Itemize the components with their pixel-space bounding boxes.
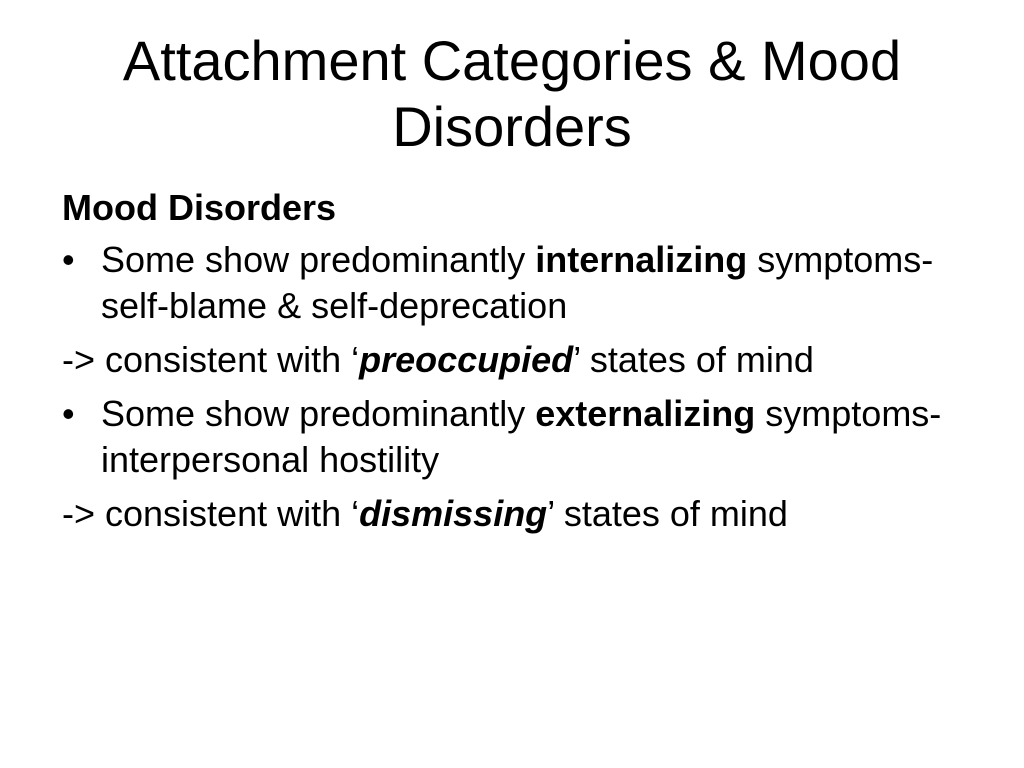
arrow-text-post: ’ states of mind — [573, 339, 814, 380]
slide-body — [62, 185, 962, 545]
bullet-text-post: symptoms- self-blame & self-deprecation — [101, 239, 934, 326]
arrow-emphasis: preoccupied — [359, 339, 574, 380]
arrow-text-post: ’ states of mind — [547, 493, 788, 534]
bullet-text-pre: Some show predominantly — [101, 393, 536, 434]
bullet-item-externalizing — [62, 391, 962, 483]
arrow-emphasis: dismissing — [359, 493, 548, 534]
section-heading: Mood Disorders — [62, 187, 337, 228]
bullet-item-internalizing — [62, 237, 962, 329]
bullet-icon: • — [62, 239, 75, 280]
arrow-item-preoccupied — [62, 337, 962, 383]
arrow-text-pre: -> consistent with ‘ — [62, 493, 360, 534]
slide-title: Attachment Categories & Mood Disorders — [122, 29, 902, 158]
arrow-item-dismissing — [62, 491, 962, 537]
bullet-text-pre: Some show predominantly — [101, 239, 536, 280]
bullet-text-post: symptoms- interpersonal hostility — [101, 393, 942, 480]
bullet-emphasis: externalizing — [535, 393, 756, 434]
bullet-icon: • — [62, 393, 75, 434]
bullet-emphasis: internalizing — [535, 239, 748, 280]
arrow-text-pre: -> consistent with ‘ — [62, 339, 360, 380]
